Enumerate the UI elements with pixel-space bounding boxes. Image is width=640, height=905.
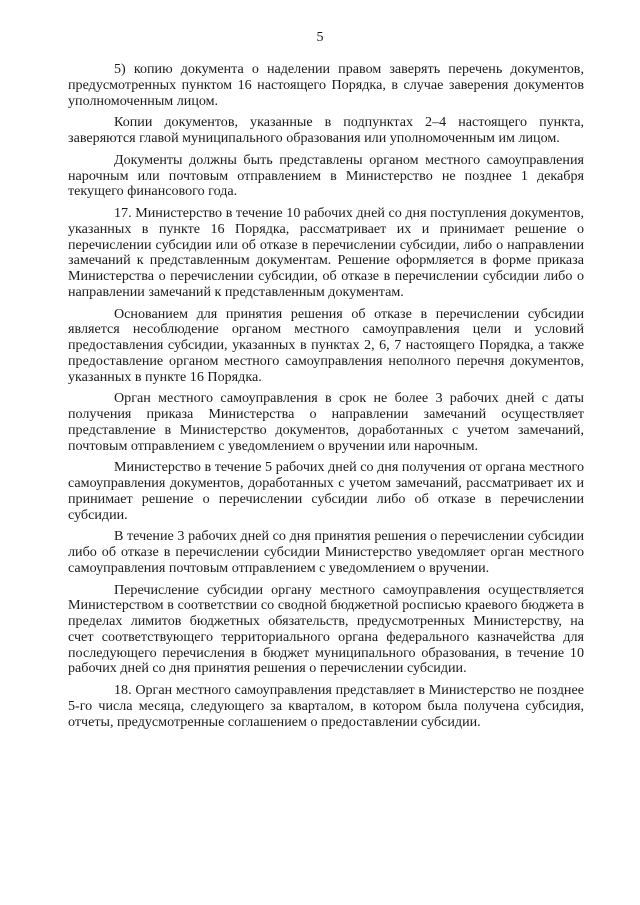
paragraph-submission-deadline: Документы должны быть представлены органом местного самоуправления нарочным или почтовым отправлением в Министерство не позднее 1 декабря текущего финансового года. bbox=[68, 151, 584, 200]
document-body bbox=[68, 62, 584, 730]
paragraph-item-5-copy: 5) копию документа о наделении правом заверять перечень документов, предусмотренных пунктом 16 настоящего Порядка, в случае заверения документов уполномоченным лицом. bbox=[68, 61, 584, 109]
page-number: 5 bbox=[316, 30, 324, 45]
paragraph-clause-18: 18. Орган местного самоуправления представляет в Министерство не позднее 5-го числа месяца, следующего за кварталом, в котором была получена субсидия, отчеты, предусмотренные соглашением о предоставлении субсидии. bbox=[68, 682, 584, 730]
paragraph-clause-17: 17. Министерство в течение 10 рабочих дней со дня поступления документов, указанных в пункте 16 Порядка, рассматривает их и принимает решение о перечислении субсидии или об отказе в перечислении субсидии, либо о направлении замечаний к представленным документам. Решение оформляется в форме приказа Министерства о перечислении субсидии, об отказе в перечислении субсидии либо о направлении замечаний к представленным документам. bbox=[68, 205, 584, 300]
paragraph-revision-submission: Орган местного самоуправления в срок не более 3 рабочих дней с даты получения приказа Министерства о направлении замечаний осуществляет представление в Министерство документов, доработанных с учетом замечаний, почтовым отправлением с уведомлением о вручении или нарочным. bbox=[68, 390, 584, 454]
paragraph-revision-review: Министерство в течение 5 рабочих дней со дня получения от органа местного самоуправления документов, доработанных с учетом замечаний, рассматривает их и принимает решение о перечислении субсидии либо об отказе в перечислении субсидии. bbox=[68, 459, 584, 523]
paragraph-refusal-grounds: Основанием для принятия решения об отказе в перечислении субсидии является несоблюдение органом местного самоуправления цели и условий предоставления субсидии, указанных в пунктах 2, 6, 7 настоящего Порядка, а также предоставление органом местного самоуправления неполного перечня документов, указанных в пункте 16 Порядка. bbox=[68, 305, 584, 385]
paragraph-subsidy-transfer: Перечисление субсидии органу местного самоуправления осуществляется Министерством в соответствии со сводной бюджетной росписью краевого бюджета в пределах лимитов бюджетных обязательств, предусмотренных Министерству, на счет соответствующего территориального органа федерального казначейства для последующего перечисления в бюджет муниципального образования, в течение 10 рабочих дней со дня принятия решения о перечислении субсидии. bbox=[68, 581, 584, 677]
paragraph-copies-certification: Копии документов, указанные в подпунктах 2–4 настоящего пункта, заверяются главой муниципального образования или уполномоченным им лицом. bbox=[68, 114, 584, 146]
paragraph-notification: В течение 3 рабочих дней со дня принятия решения о перечислении субсидии либо об отказе в перечислении субсидии Министерство уведомляет орган местного самоуправления почтовым отправлением с уведомлением о вручении. bbox=[68, 528, 584, 576]
